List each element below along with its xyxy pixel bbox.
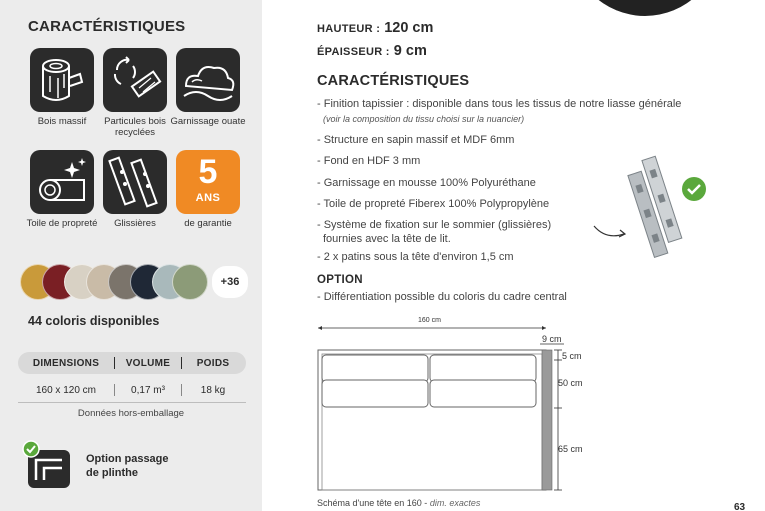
wood-log-icon <box>30 48 94 112</box>
volume-header-label: VOLUME <box>125 357 171 369</box>
dimensions-header <box>18 352 246 374</box>
recycled-wood-icon <box>103 48 167 112</box>
characteristics-title: CARACTÉRISTIQUES <box>317 73 470 89</box>
epaisseur-spec: ÉPAISSEUR : 9 cm <box>317 43 427 59</box>
features-panel <box>0 0 262 511</box>
warranty-badge <box>176 150 240 214</box>
color-swatch[interactable] <box>172 264 208 300</box>
schema-mid: 50 cm <box>558 378 583 388</box>
poids-header-label: POIDS <box>196 357 230 369</box>
page-number: 63 <box>734 502 746 511</box>
feature-particules-bois: Particules bois recyclées <box>95 48 175 138</box>
bullet-structure: - Structure en sapin massif et MDF 6mm <box>317 134 515 146</box>
dimensions-value: 160 x 120 cm <box>35 384 97 396</box>
schema-top: 5 cm <box>562 351 582 361</box>
colors-count: 44 coloris disponibles <box>28 314 160 328</box>
poids-value: 18 kg <box>200 384 226 396</box>
glissieres-illustration <box>588 150 718 262</box>
feature-glissieres: Glissières <box>95 150 175 229</box>
feature-garnissage-ouate: Garnissage ouate <box>168 48 248 127</box>
fabric-roll-icon <box>30 150 94 214</box>
warranty-unit: ANS <box>195 192 221 204</box>
schema-depth: 9 cm <box>542 334 562 344</box>
color-swatches <box>20 264 210 302</box>
more-colors-badge[interactable]: +36 <box>212 266 248 298</box>
bullet-fond: - Fond en HDF 3 mm <box>317 155 421 167</box>
bullet-garnissage: - Garnissage en mousse 100% Polyuréthane <box>317 177 536 189</box>
feature-toile-proprete: Toile de propreté <box>22 150 102 229</box>
check-icon <box>682 177 706 201</box>
plinthe-option: Option passage de plinthe <box>86 453 169 479</box>
schema-caption: Schéma d'une tête en 160 - dim. exactes <box>317 498 481 508</box>
bullet-patins: - 2 x patins sous la tête d'environ 1,5 cm <box>317 251 514 263</box>
bullet-fixation: - Système de fixation sur le sommier (glissières) <box>317 219 552 231</box>
option-text: - Différentiation possible du coloris du cadre central <box>317 291 567 303</box>
product-image-top <box>570 0 720 16</box>
option-title: OPTION <box>317 274 363 286</box>
feature-garantie: 5 ANS de garantie <box>168 150 248 229</box>
cloud-padding-icon <box>176 48 240 112</box>
dimensions-values <box>18 380 246 400</box>
divider <box>18 402 246 403</box>
bullet-toile: - Toile de propreté Fiberex 100% Polypropylène <box>317 198 550 210</box>
schema-bottom: 65 cm <box>558 444 583 454</box>
rail-slides-icon <box>103 150 167 214</box>
dimensions-header-label: DIMENSIONS <box>32 357 100 369</box>
volume-value: 0,17 m³ <box>131 384 165 396</box>
warranty-number: 5 <box>198 153 218 191</box>
headboard-schema <box>312 312 612 498</box>
features-title: CARACTÉRISTIQUES <box>28 18 186 35</box>
fabric-note: (voir la composition du tissu choisi sur la nuancier) <box>323 114 525 124</box>
feature-bois-massif: Bois massif <box>22 48 102 127</box>
bullet-finition: - Finition tapissier : disponible dans tous les tissus de notre liasse générale <box>317 98 682 110</box>
dimensions-note: Données hors-emballage <box>77 408 185 419</box>
hauteur-spec: HAUTEUR : 120 cm <box>317 20 434 36</box>
schema-width: 160 cm <box>418 317 441 324</box>
bullet-fixation-cont: fournies avec la tête de lit. <box>323 233 451 245</box>
plinthe-icon <box>22 440 74 490</box>
